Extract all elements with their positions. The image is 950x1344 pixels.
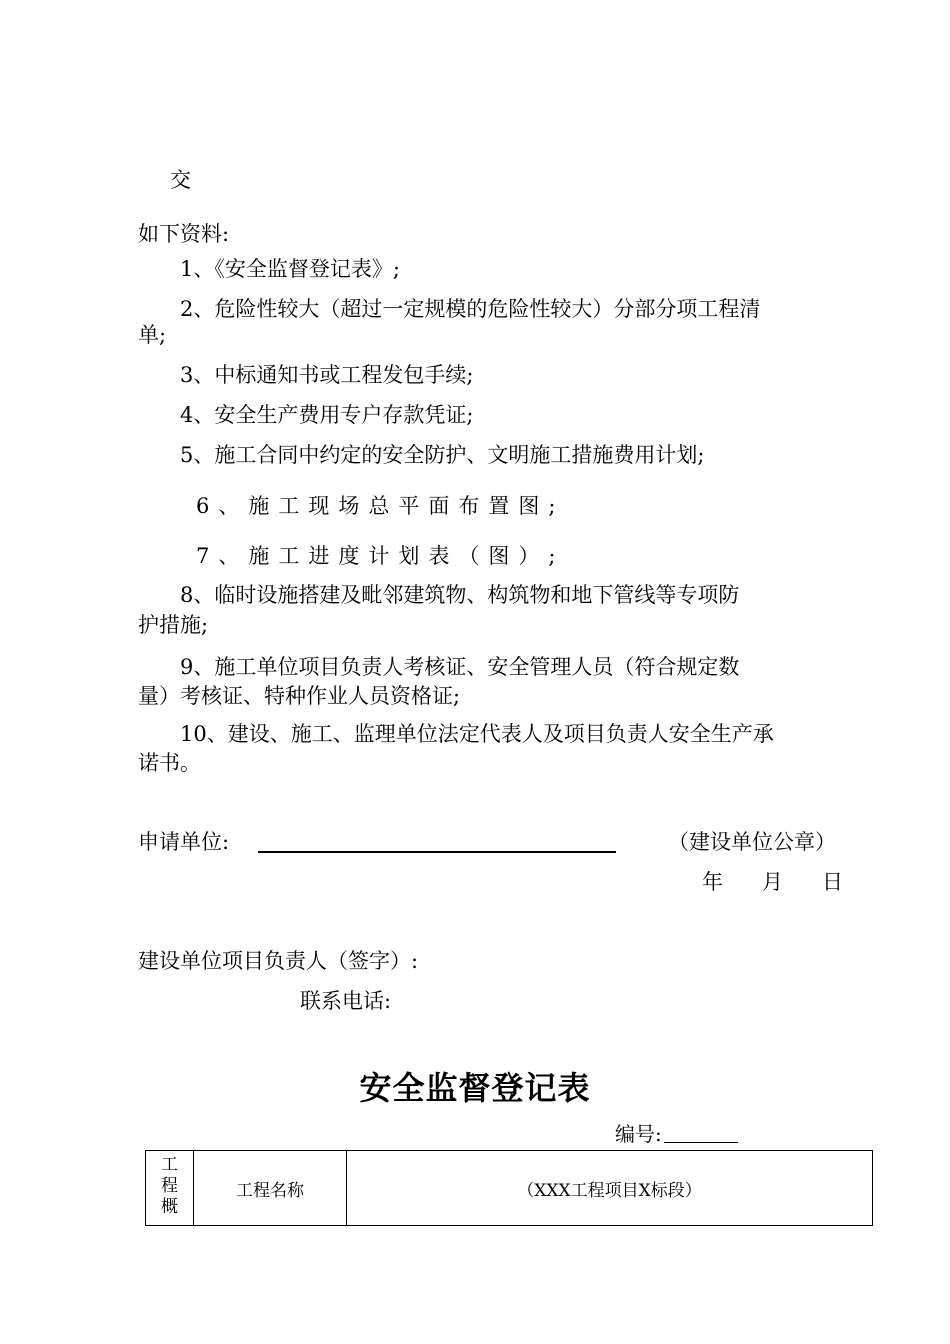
section-char: 程 (161, 1176, 178, 1196)
list-item-9-cont: 量）考核证、特种作业人员资格证; (138, 684, 461, 708)
phone-label: 联系电话: (300, 989, 392, 1013)
list-item-2: 2、危险性较大（超过一定规模的危险性较大）分部分项工程清 (180, 297, 761, 321)
applicant-label: 申请单位: (138, 830, 230, 854)
project-manager-label: 建设单位项目负责人（签字）: (138, 949, 419, 973)
list-item-1: 1、《安全监督登记表》; (180, 257, 400, 281)
form-number-blank (664, 1142, 738, 1143)
fragment-text: 交 (170, 168, 191, 192)
list-item-5: 5、施工合同中约定的安全防护、文明施工措施费用计划; (180, 443, 705, 467)
section-char: 工 (161, 1155, 178, 1175)
section-char: 概 (161, 1197, 178, 1217)
seal-note: （建设单位公章） (668, 830, 836, 854)
list-item-3: 3、中标通知书或工程发包手续; (180, 363, 474, 387)
list-item-7: 7、施工进度计划表（图）; (196, 544, 565, 568)
date-month: 月 (762, 870, 783, 894)
list-item-2-cont: 单; (138, 323, 167, 347)
list-item-6: 6、施工现场总平面布置图; (196, 494, 565, 518)
form-number-label: 编号: (615, 1122, 662, 1146)
list-item-8-cont: 护措施; (138, 613, 209, 637)
project-name-value-cell: （XXX工程项目X标段） (347, 1151, 873, 1226)
date-day: 日 (822, 870, 843, 894)
list-item-10: 10、建设、施工、监理单位法定代表人及项目负责人安全生产承 (180, 722, 774, 746)
registration-table (145, 1150, 873, 1226)
section-header-cell (146, 1151, 194, 1226)
form-title: 安全监督登记表 (359, 1069, 591, 1107)
project-name-label-cell: 工程名称 (194, 1151, 347, 1226)
date-year: 年 (702, 870, 723, 894)
table-row (146, 1151, 873, 1226)
list-item-4: 4、安全生产费用专户存款凭证; (180, 403, 474, 427)
list-item-10-cont: 诺书。 (138, 751, 201, 775)
list-item-9: 9、施工单位项目负责人考核证、安全管理人员（符合规定数 (180, 655, 740, 679)
applicant-signature-line (258, 851, 616, 853)
intro-text: 如下资料: (138, 222, 230, 246)
list-item-8: 8、临时设施搭建及毗邻建筑物、构筑物和地下管线等专项防 (180, 583, 740, 607)
